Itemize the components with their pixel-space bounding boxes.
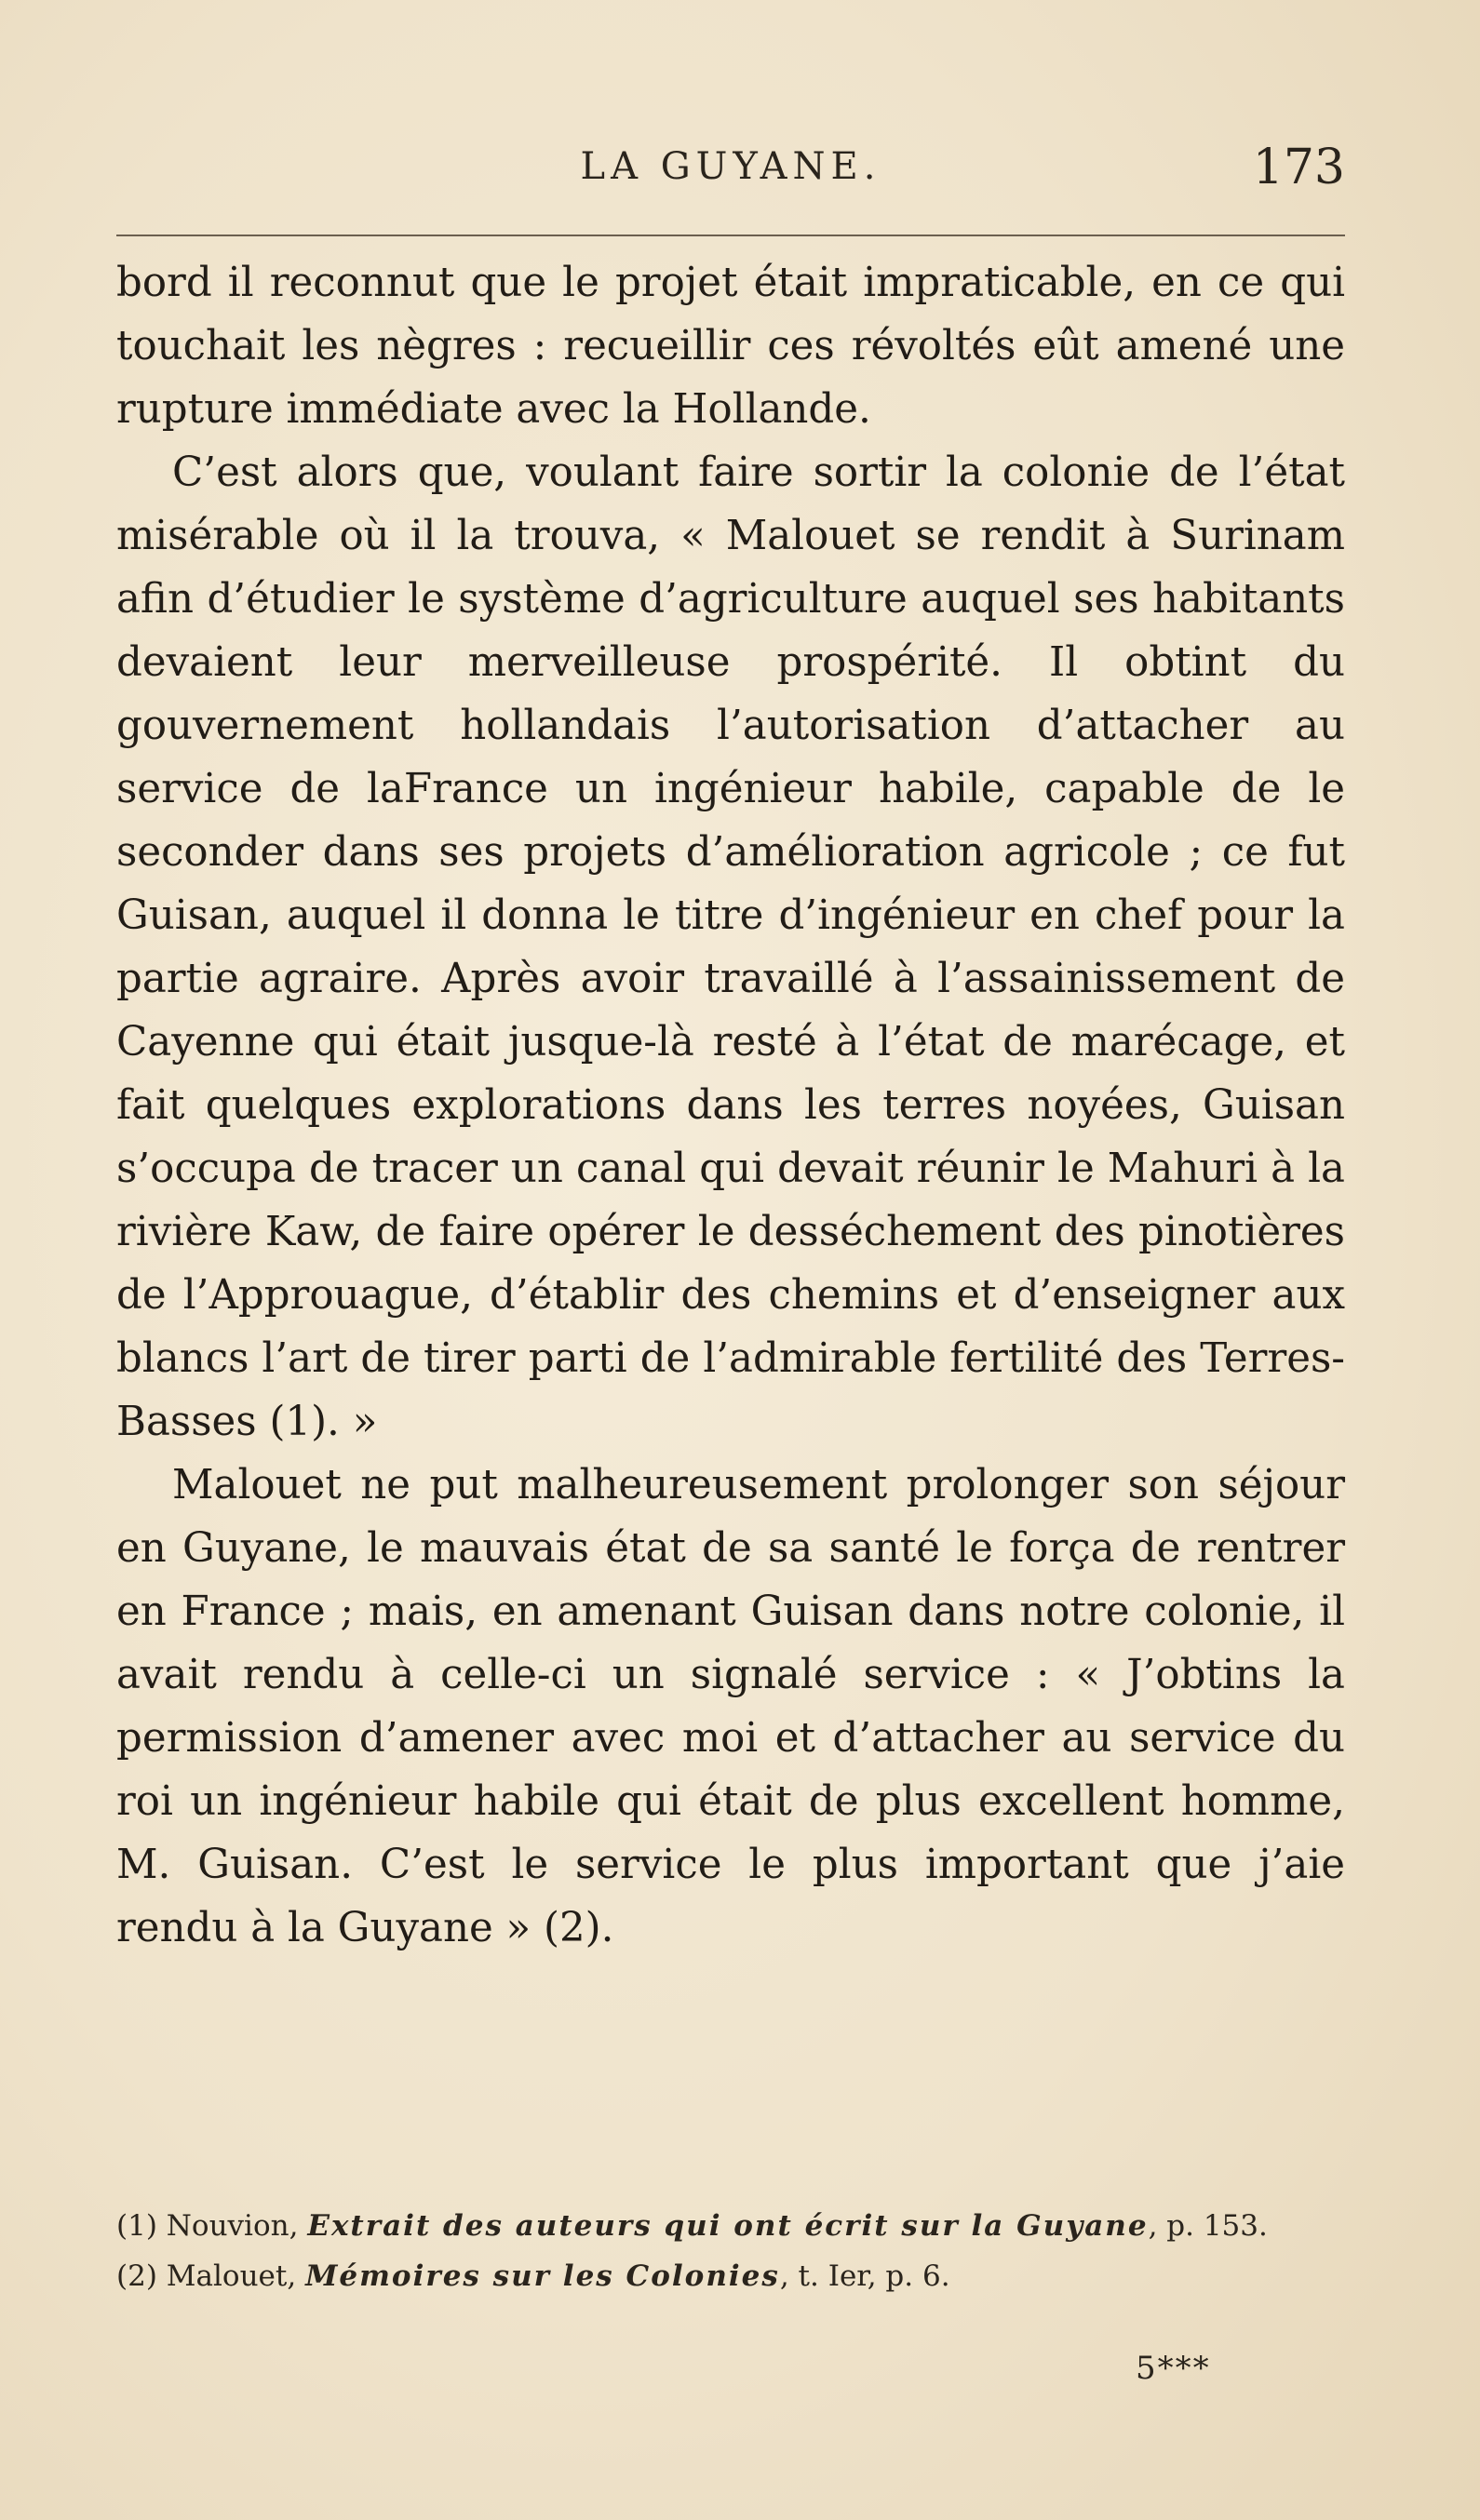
footnote-marker: (2) bbox=[116, 2259, 157, 2293]
paragraph: C’est alors que, voulant faire sortir la colonie de l’état misérable où il la trouva, « Malouet se rendit à Surinam afin d’étudier le système d’agriculture auquel ses habitants devaient leur merveilleuse prospérité. Il obtint du gouvernement hollandais l’autorisation d’attacher au service de laFrance un ingénieur habile, capable de le seconder dans ses projets d’amélioration agricole ; ce fut Guisan, auquel il donna le titre d’ingénieur en chef pour la partie agraire. Après avoir travaillé à l’assainissement de Cayenne qui était jusque-là resté à l’état de marécage, et fait quelques explorations dans les terres noyées, Guisan s’occupa de tracer un canal qui devait réunir le Mahuri à la rivière Kaw, de faire opérer le desséchement des pinotières de l’Approuague, d’établir des chemins et d’enseigner aux blancs l’art de tirer parti de l’admirable fertilité des Terres-Basses (1). » bbox=[116, 449, 1345, 1445]
footnote-title: Mémoires sur les Colonies bbox=[305, 2259, 780, 2293]
book-page bbox=[116, 140, 1345, 2387]
footnote-rest: , t. Ier, p. 6. bbox=[779, 2259, 950, 2293]
signature-mark: 5*** bbox=[1136, 2350, 1211, 2387]
footnote-rest: , p. 153. bbox=[1148, 2209, 1268, 2243]
header-rule bbox=[116, 235, 1345, 236]
body-text bbox=[116, 251, 1345, 1960]
footnote-author: Malouet, bbox=[166, 2259, 297, 2293]
page-number: 173 bbox=[1252, 140, 1345, 195]
footnote-title: Extrait des auteurs qui ont écrit sur la Guyane bbox=[307, 2209, 1149, 2243]
footnote-1 bbox=[116, 2201, 1345, 2251]
footnotes bbox=[116, 2201, 1345, 2301]
paragraph: Malouet ne put malheureusement prolonger son séjour en Guyane, le mauvais état de sa santé le força de rentrer en France ; mais, en amenant Guisan dans notre colonie, il avait rendu à celle-ci un signalé service : « J’obtins la permission d’amener avec moi et d’attacher au service du roi un ingénieur habile qui était de plus excellent homme, M. Guisan. C’est le service le plus important que j’aie rendu à la Guyane » (2). bbox=[116, 1462, 1345, 1951]
footnote-author: Nouvion, bbox=[166, 2209, 299, 2243]
running-title: LA GUYANE. bbox=[580, 145, 881, 188]
footnote-2 bbox=[116, 2251, 1345, 2301]
running-head bbox=[116, 140, 1345, 205]
paragraph: bord il reconnut que le projet était impraticable, en ce qui touchait les nègres : recueillir ces révoltés eût amené une rupture immédiate avec la Hollande. bbox=[116, 260, 1345, 433]
footnote-marker: (1) bbox=[116, 2209, 157, 2243]
